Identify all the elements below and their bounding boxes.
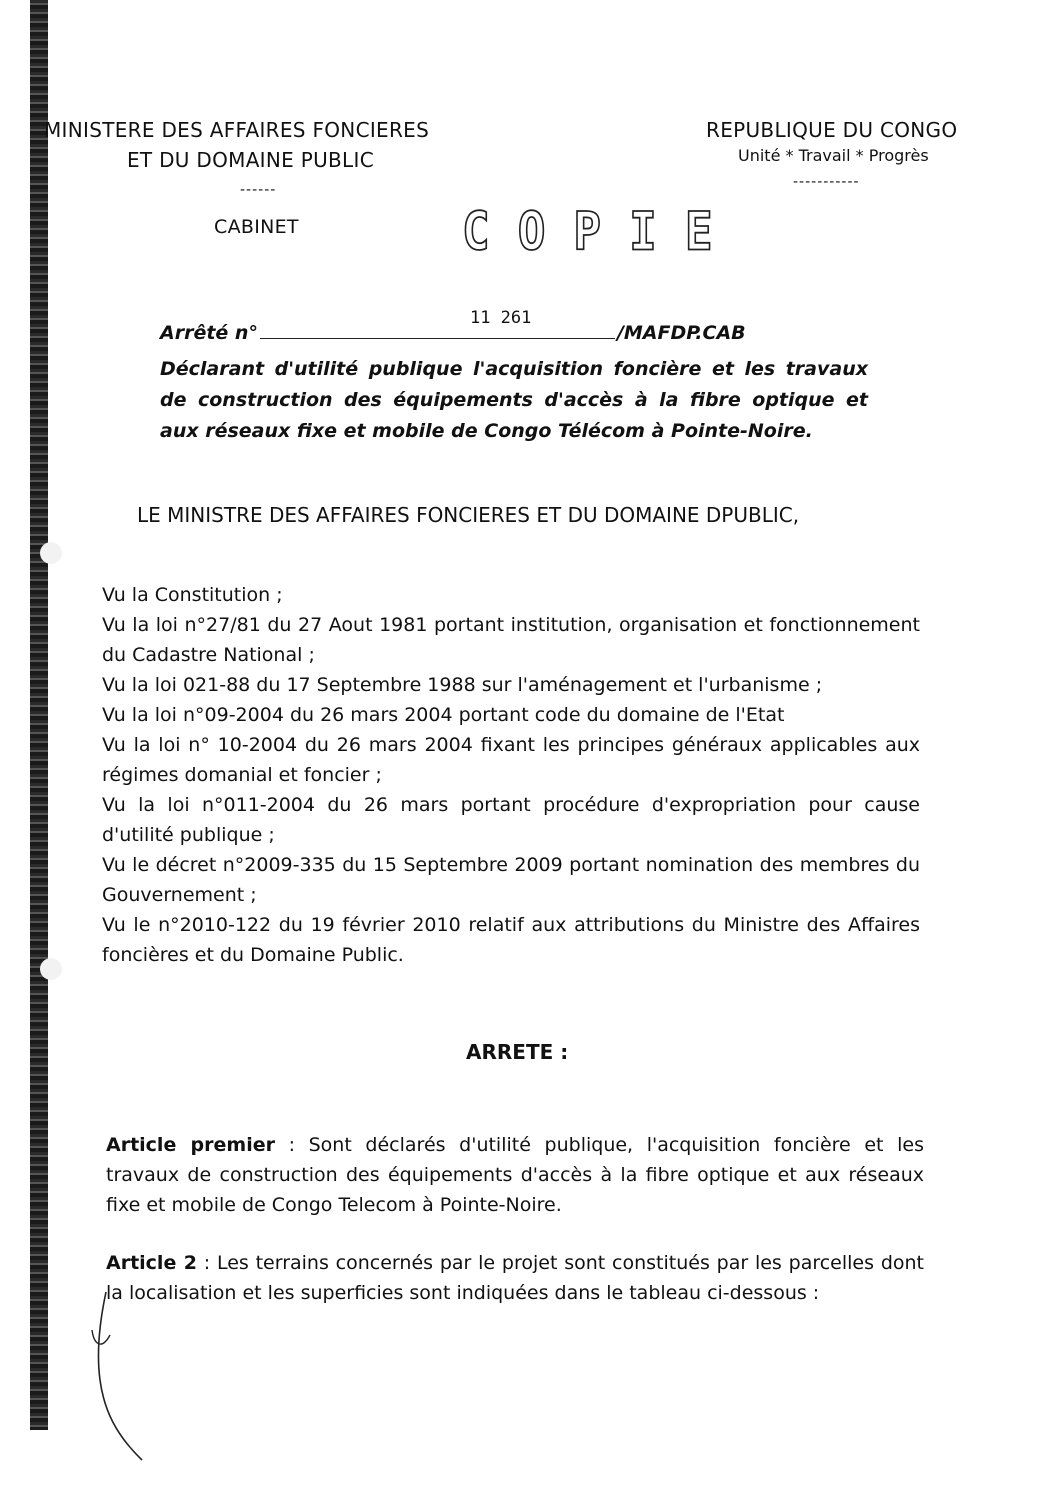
arrete-heading: ARRETE : <box>466 1040 569 1064</box>
article-text: : Les terrains concernés par le projet sont constitués par les parcelles dont la localisation et les superficies sont indiquées dans le tableau ci-dessous : <box>106 1252 924 1304</box>
visa-item: Vu la loi n°27/81 du 27 Aout 1981 portant institution, organisation et fonctionnement du Cadastre National ; <box>102 614 920 666</box>
arrete-object: Déclarant d'utilité publique l'acquisition foncière et les travaux de construction des équipements d'accès à la fibre optique et aux réseaux fixe et mobile de Congo Télécom à Pointe-Noire. <box>160 358 868 442</box>
article-label: Article premier <box>106 1134 275 1156</box>
arrete-prefix: Arrêté n° <box>160 322 258 344</box>
cabinet-label: CABINET <box>214 216 299 238</box>
article-premier <box>106 1130 924 1220</box>
punch-hole <box>40 958 62 980</box>
copie-stamp <box>462 199 713 263</box>
visa-item: Vu la Constitution ; <box>102 584 283 606</box>
visa-item: Vu le décret n°2009-335 du 15 Septembre 2009 portant nomination des membres du Gouvernement ; <box>102 854 920 906</box>
article-text: : Sont déclarés d'utilité publique, l'acquisition foncière et les travaux de construction des équipements d'accès à la fibre optique et aux réseaux fixe et mobile de Congo Telecom à Pointe-Noire. <box>106 1134 924 1216</box>
visas-list <box>102 580 920 970</box>
arrete-suffix: /MAFDP.CAB <box>616 322 746 344</box>
article-2 <box>106 1248 924 1308</box>
ministry-line-2: ET DU DOMAINE PUBLIC <box>127 148 374 172</box>
article-label: Article 2 <box>106 1252 197 1274</box>
handwritten-initial <box>82 1290 162 1470</box>
stamp-letter: I <box>629 199 657 263</box>
visa-item: Vu la loi n° 10-2004 du 26 mars 2004 fixant les principes généraux applicables aux régimes domanial et foncier ; <box>102 734 920 786</box>
visa-item: Vu le n°2010-122 du 19 février 2010 relatif aux attributions du Ministre des Affaires foncières et du Domaine Public. <box>102 914 920 966</box>
stamp-letter: C <box>462 199 490 263</box>
national-motto: Unité * Travail * Progrès <box>738 146 929 165</box>
stamp-letter: O <box>517 199 546 263</box>
arrete-number-line <box>160 308 746 344</box>
stamp-letter: P <box>573 199 602 263</box>
minister-heading: LE MINISTRE DES AFFAIRES FONCIERES ET DU DOMAINE DPUBLIC, <box>137 503 800 527</box>
republic-title: REPUBLIQUE DU CONGO <box>706 118 958 142</box>
ministry-line-1: MINISTERE DES AFFAIRES FONCIERES <box>44 118 430 142</box>
visa-item: Vu la loi 021-88 du 17 Septembre 1988 sur l'aménagement et l'urbanisme ; <box>102 674 823 696</box>
binding-edge <box>30 0 48 1430</box>
visa-item: Vu la loi n°011-2004 du 26 mars portant procédure d'expropriation pour cause d'utilité publique ; <box>102 794 920 846</box>
arrete-number: 11 261 <box>469 308 532 328</box>
visa-item: Vu la loi n°09-2004 du 26 mars 2004 portant code du domaine de l'Etat <box>102 704 785 726</box>
arrete-number-blank <box>260 308 615 339</box>
punch-hole <box>40 542 62 564</box>
ministry-separator: ------ <box>240 182 277 198</box>
republic-separator: ----------- <box>793 174 860 190</box>
stamp-letter: E <box>684 199 713 263</box>
